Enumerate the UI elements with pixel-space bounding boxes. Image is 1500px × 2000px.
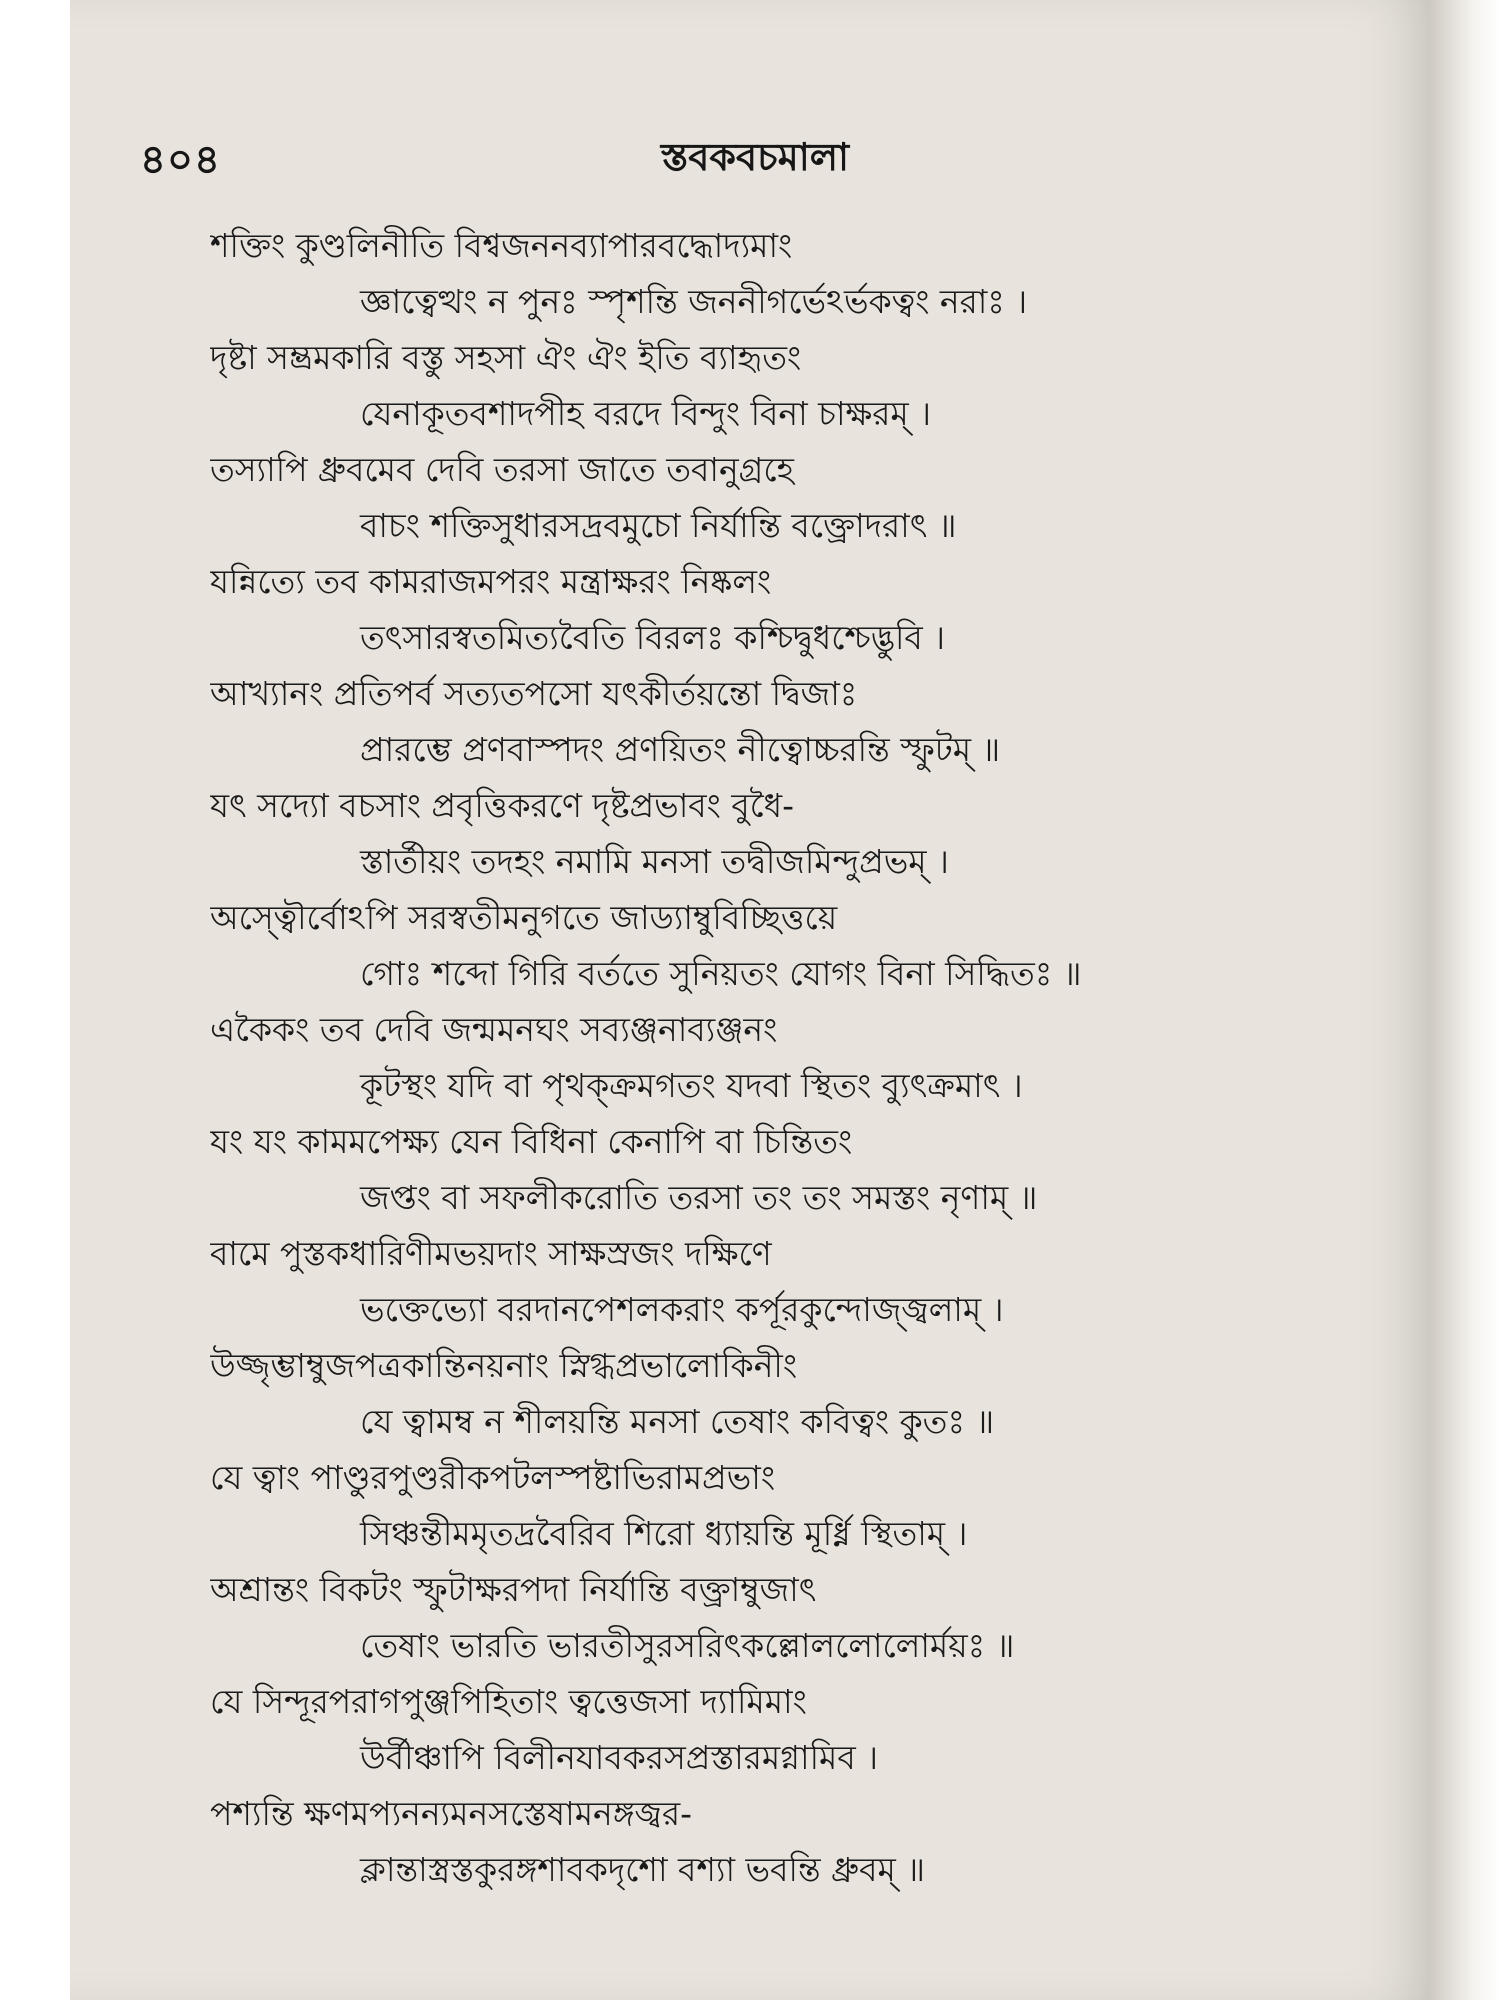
- verse-line-indented: স্তার্তীয়ং তদহং নমামি মনসা তদ্বীজমিন্দুপ্রভম্ ।: [360, 842, 949, 881]
- verse-line-indented: তৎসারস্বতমিত্যবৈতি বিরলঃ কশ্চিদ্বুধশ্চেদ্ভুবি ।: [360, 618, 946, 657]
- verse-line: অশ্রান্তং বিকটং স্ফুটাক্ষরপদা নির্যান্তি বক্ত্রাম্বুজাৎ: [210, 1570, 817, 1609]
- verse-line: যে সিন্দূরপরাগপুঞ্জপিহিতাং ত্বত্তেজসা দ্যামিমাং: [210, 1682, 807, 1721]
- page-number: ৪০৪: [140, 136, 221, 183]
- verse-line: উজ্জৃম্ভাম্বুজপত্রকান্তিনয়নাং স্নিগ্ধপ্রভালোকিনীং: [210, 1346, 798, 1385]
- verse-line-indented: সিঞ্চন্তীমমৃতদ্রবৈরিব শিরো ধ্যায়ন্তি মূর্ধ্নি স্থিতাম্ ।: [360, 1514, 968, 1553]
- verse-line: বামে পুস্তকধারিণীমভয়দাং সাক্ষস্রজং দক্ষিণে: [210, 1234, 772, 1273]
- verse-line-indented: যে ত্বামম্ব ন শীলয়ন্তি মনসা তেষাং কবিত্বং কুতঃ ॥: [360, 1402, 995, 1441]
- verse-line-indented: তেষাং ভারতি ভারতীসুরসরিৎকল্লোললোলোর্ময়ঃ ॥: [360, 1626, 1015, 1665]
- verse-line: একৈকং তব দেবি জন্মমনঘং সব্যঞ্জনাব্যঞ্জনং: [210, 1010, 778, 1049]
- page-header: [140, 128, 1370, 188]
- verse-line: শক্তিং কুণ্ডলিনীতি বিশ্বজননব্যাপারবদ্ধোদ্যমাং: [210, 226, 793, 265]
- verse-line: অস্ত্বৌর্বোঽপি সরস্বতীমনুগতে জাড্যাম্বুবিচ্ছিত্তয়ে: [210, 898, 838, 937]
- verse-body: [210, 218, 1330, 1898]
- verse-line: যন্নিত্যে তব কামরাজমপরং মন্ত্রাক্ষরং নিষ্কলং: [210, 562, 772, 601]
- verse-line: যৎ সদ্যো বচসাং প্রবৃত্তিকরণে দৃষ্টপ্রভাবং বুধৈ-: [210, 786, 794, 825]
- verse-line-indented: জপ্তং বা সফলীকরোতি তরসা তং তং সমস্তং নৃণাম্ ॥: [360, 1178, 1038, 1217]
- verse-line-indented: কূটস্থং যদি বা পৃথক্ক্রমগতং যদবা স্থিতং ব্যুৎক্রমাৎ ।: [360, 1066, 1023, 1105]
- verse-line-indented: ভক্তেভ্যো বরদানপেশলকরাং কর্পূরকুন্দোজ্জ্বলাম্ ।: [360, 1290, 1004, 1329]
- verse-line: তস্যাপি ধ্রুবমেব দেবি তরসা জাতে তবানুগ্রহে: [210, 450, 794, 489]
- verse-line: আখ্যানং প্রতিপর্ব সত্যতপসো যৎকীর্তয়ন্তো দ্বিজাঃ: [210, 674, 858, 713]
- verse-line-indented: যেনাকূতবশাদপীহ বরদে বিন্দুং বিনা চাক্ষরম্ ।: [360, 394, 932, 433]
- verse-line: যে ত্বাং পাণ্ডুরপুণ্ডরীকপটলস্পষ্টাভিরামপ্রভাং: [210, 1458, 776, 1497]
- verse-line-indented: বাচং শক্তিসুধারসদ্রবমুচো নির্যান্তি বক্ত্রোদরাৎ ॥: [360, 506, 957, 545]
- verse-line-indented: গোঃ শব্দো গিরি বর্ততে সুনিয়তং যোগং বিনা সিদ্ধিতঃ ॥: [360, 954, 1082, 993]
- page-edge-shadow: [1430, 0, 1500, 2000]
- verse-line-indented: উর্বীঞ্চাপি বিলীনযাবকরসপ্রস্তারমগ্নামিব ।: [360, 1738, 878, 1777]
- verse-line-indented: প্রারম্ভে প্রণবাস্পদং প্রণয়িতং নীত্বোচ্চরন্তি স্ফুটম্ ॥: [360, 730, 1001, 769]
- verse-line: যং যং কামমপেক্ষ্য যেন বিধিনা কেনাপি বা চিন্তিতং: [210, 1122, 853, 1161]
- verse-line-indented: ক্লান্তাস্ত্রস্তকুরঙ্গশাবকদৃশো বশ্যা ভবন্তি ধ্রুবম্ ॥: [360, 1850, 926, 1889]
- running-title: স্তবকবচমালা: [660, 134, 850, 179]
- verse-line-indented: জ্ঞাত্বেত্থং ন পুনঃ স্পৃশন্তি জননীগর্ভেঽর্ভকত্বং নরাঃ ।: [360, 282, 1028, 321]
- verse-line: দৃষ্টা সম্ভ্রমকারি বস্তু সহসা ঐং ঐং ইতি ব্যাহৃতং: [210, 338, 802, 377]
- verse-line: পশ্যন্তি ক্ষণমপ্যনন্যমনসস্তেষামনঙ্গজ্বর-: [210, 1794, 693, 1833]
